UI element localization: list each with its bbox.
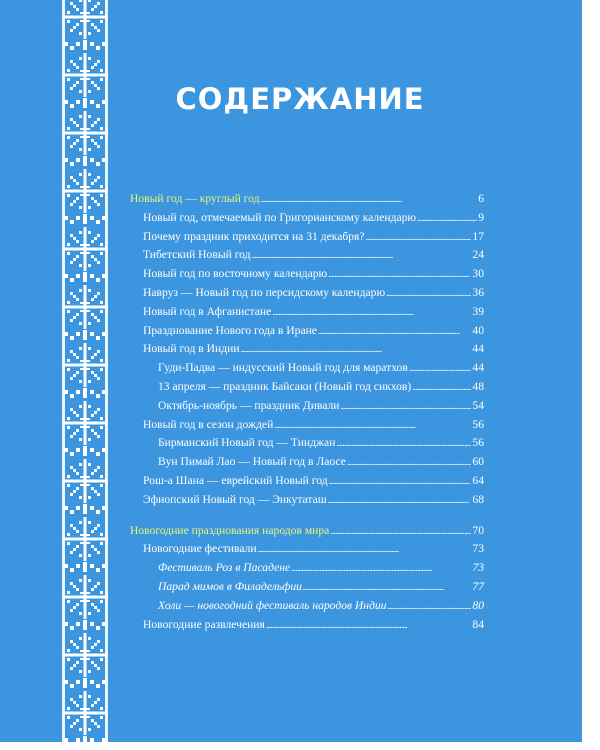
snowflake-motif bbox=[63, 691, 107, 735]
toc-entry-label: Октябрь-ноябрь — праздник Дивали bbox=[158, 398, 340, 412]
link-motif bbox=[64, 156, 106, 166]
toc-entry-label: Новый год в сезон дождей bbox=[143, 417, 274, 431]
toc-entry bbox=[130, 453, 484, 472]
toc-entry-page: 68 bbox=[472, 492, 484, 506]
page-edge bbox=[582, 0, 600, 750]
toc-entry bbox=[130, 378, 484, 397]
toc-entry-label: Новый год в Индии bbox=[143, 342, 240, 356]
snowflake-motif bbox=[63, 517, 107, 561]
toc-entry-label: Навруз — Новый год по персидскому календарю bbox=[143, 285, 386, 299]
toc-entry bbox=[130, 340, 484, 359]
toc-entry-page: 54 bbox=[472, 398, 484, 412]
snowflake-motif bbox=[63, 0, 107, 39]
toc-entry bbox=[130, 578, 484, 597]
snowflake-motif bbox=[63, 169, 107, 213]
toc-entry-page: 30 bbox=[472, 267, 484, 281]
snowflake-motif bbox=[63, 343, 107, 387]
toc-entry-page: 64 bbox=[472, 473, 484, 487]
toc-entry bbox=[130, 359, 484, 378]
toc-entry-label: Новогодние развлечения bbox=[143, 617, 265, 631]
toc-entry-page: 56 bbox=[472, 436, 484, 450]
toc-entry-page: 84 bbox=[472, 617, 484, 631]
toc-entry-page: 9 bbox=[478, 210, 484, 224]
toc-entry-label: Почему праздник приходится на 31 декабря? bbox=[143, 229, 365, 243]
snowflake-motif bbox=[63, 633, 107, 677]
toc-entry-page: 73 bbox=[472, 561, 484, 575]
link-motif bbox=[64, 504, 106, 514]
toc-entry-page: 73 bbox=[472, 542, 484, 556]
toc-entry-page: 80 bbox=[472, 598, 484, 612]
page-title: СОДЕРЖАНИЕ bbox=[175, 82, 425, 116]
toc-entry-label: Новогодние фестивали bbox=[143, 542, 257, 556]
toc-entry-page: 6 bbox=[478, 192, 484, 205]
toc-entry bbox=[130, 265, 484, 284]
toc-entry-label: Бирманский Новый год — Тинджан bbox=[158, 436, 336, 450]
link-motif bbox=[64, 40, 106, 50]
toc-entry bbox=[130, 397, 484, 416]
snowflake-motif bbox=[63, 575, 107, 619]
toc-entry bbox=[130, 522, 484, 541]
toc-entry-page: 48 bbox=[472, 379, 484, 393]
toc-entry-label: Тибетский Новый год bbox=[143, 248, 251, 262]
toc-entry-page: 60 bbox=[472, 455, 484, 469]
toc-entry-page: 24 bbox=[472, 248, 484, 262]
toc-entry-label: Гуди-Падва — индусский Новый год для маратхов bbox=[158, 361, 408, 375]
snowflake-motif bbox=[63, 111, 107, 155]
toc-entry bbox=[130, 303, 484, 322]
link-motif bbox=[64, 446, 106, 456]
toc-entry-page: 44 bbox=[472, 361, 484, 375]
link-motif bbox=[64, 678, 106, 688]
knitted-ornament-band bbox=[62, 0, 108, 742]
toc-entry bbox=[130, 209, 484, 228]
table-of-contents bbox=[130, 190, 484, 634]
toc-entry-page: 70 bbox=[472, 523, 484, 537]
link-motif bbox=[64, 388, 106, 398]
toc-entry-label: Рош-а Шана — еврейский Новый год bbox=[143, 473, 328, 487]
link-motif bbox=[64, 98, 106, 108]
toc-entry-page: 56 bbox=[472, 417, 484, 431]
toc-entry bbox=[130, 284, 484, 303]
toc-entry-page: 77 bbox=[472, 579, 484, 593]
toc-entry-page: 36 bbox=[472, 285, 484, 299]
snowflake-motif bbox=[63, 459, 107, 503]
link-motif bbox=[64, 736, 106, 742]
snowflake-motif bbox=[63, 227, 107, 271]
toc-entry-page: 40 bbox=[472, 323, 484, 337]
toc-entry-label: Холи — новогодний фестиваль народов Индии bbox=[158, 598, 387, 612]
toc-entry bbox=[130, 472, 484, 491]
toc-entry bbox=[130, 416, 484, 435]
toc-entry bbox=[130, 559, 484, 578]
link-motif bbox=[64, 562, 106, 572]
toc-entry-page: 17 bbox=[472, 229, 484, 243]
toc-entry bbox=[130, 597, 484, 616]
toc-entry-page: 44 bbox=[472, 342, 484, 356]
toc-entry bbox=[130, 190, 484, 209]
snowflake-motif bbox=[63, 53, 107, 97]
toc-entry bbox=[130, 540, 484, 559]
toc-entry bbox=[130, 228, 484, 247]
toc-entry-label: Парад мимов в Филадельфии bbox=[158, 579, 302, 593]
toc-entry-label: 13 апреля — праздник Байсаки (Новый год сикхов) bbox=[158, 379, 412, 393]
link-motif bbox=[64, 620, 106, 630]
toc-entry-label: Новогодние празднования народов мира bbox=[130, 523, 330, 537]
toc-entry-label: Новый год — круглый год bbox=[130, 192, 260, 205]
toc-entry-page: 39 bbox=[472, 304, 484, 318]
toc-entry bbox=[130, 246, 484, 265]
toc-entry-label: Новый год по восточному календарю bbox=[143, 267, 328, 281]
link-motif bbox=[64, 214, 106, 224]
link-motif bbox=[64, 272, 106, 282]
toc-entry-label: Эфиопский Новый год — Энкутаташ bbox=[143, 492, 327, 506]
toc-entry bbox=[130, 322, 484, 341]
toc-entry-label: Новый год в Афганистане bbox=[143, 304, 272, 318]
snowflake-motif bbox=[63, 401, 107, 445]
toc-entry-label: Вун Пимай Лао — Новый год в Лаосе bbox=[158, 455, 346, 469]
toc-entry-label: Празднование Нового года в Иране bbox=[143, 323, 317, 337]
toc-entry-label: Новый год, отмечаемый по Григорианскому календарю bbox=[143, 210, 417, 224]
snowflake-motif bbox=[63, 285, 107, 329]
toc-entry bbox=[130, 616, 484, 635]
toc-entry-label: Фестиваль Роз в Пасадене bbox=[158, 561, 291, 575]
toc-entry bbox=[130, 434, 484, 453]
link-motif bbox=[64, 330, 106, 340]
toc-entry bbox=[130, 491, 484, 510]
